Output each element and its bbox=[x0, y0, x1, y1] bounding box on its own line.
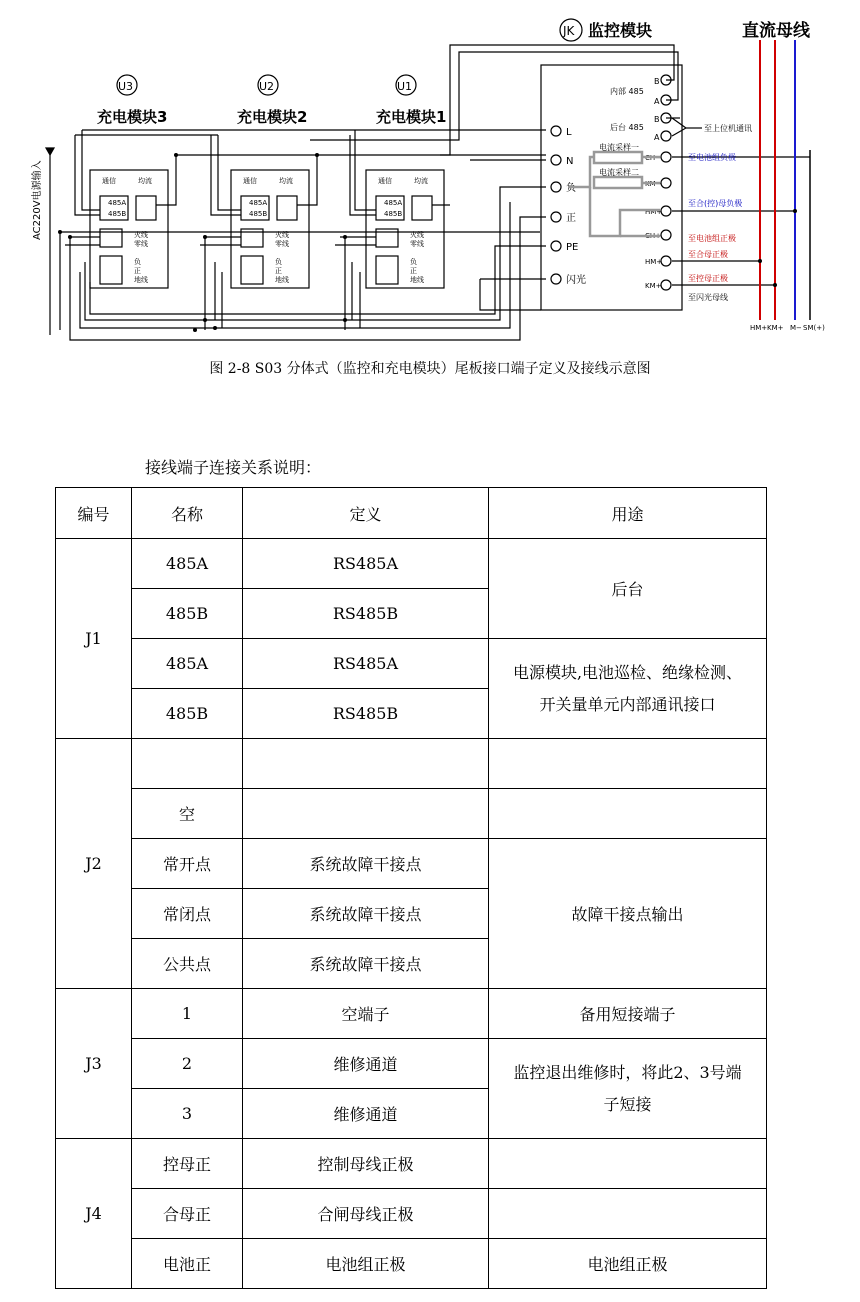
svg-text:KM+: KM+ bbox=[645, 282, 662, 290]
svg-text:地线: 地线 bbox=[275, 276, 289, 284]
svg-text:485A: 485A bbox=[249, 199, 268, 207]
svg-text:负: 负 bbox=[410, 258, 417, 266]
svg-text:U1: U1 bbox=[397, 80, 413, 93]
table-row: 485A RS485A 电源模块,电池巡检、绝缘检测、 开关量单元内部通讯接口 bbox=[56, 639, 767, 689]
upper-computer-label: 至上位机通讯 bbox=[704, 124, 752, 133]
table-row: 485B RS485B bbox=[56, 589, 767, 639]
svg-text:KM−: KM− bbox=[645, 180, 662, 188]
svg-text:通信: 通信 bbox=[378, 177, 392, 185]
svg-text:U3: U3 bbox=[118, 80, 134, 93]
mon-term-neg: 负 bbox=[566, 183, 576, 194]
svg-text:485B: 485B bbox=[384, 210, 403, 218]
svg-text:485A: 485A bbox=[384, 199, 403, 207]
header-name: 名称 bbox=[132, 488, 243, 539]
svg-text:CH+: CH+ bbox=[645, 232, 662, 240]
table-row: 公共点 系统故障干接点 bbox=[56, 939, 767, 989]
svg-text:B: B bbox=[654, 77, 660, 86]
table-row: 2 维修通道 监控退出维修时，将此2、3号端 子短接 bbox=[56, 1039, 767, 1089]
rs485-inner-label: 内部 485 bbox=[610, 87, 644, 96]
charger-module-3 bbox=[90, 75, 168, 288]
header-id: 编号 bbox=[56, 488, 132, 539]
group-id: J3 bbox=[56, 989, 132, 1139]
use-multiline: 监控退出维修时，将此2、3号端 子短接 bbox=[489, 1039, 767, 1139]
svg-text:A: A bbox=[654, 97, 660, 106]
group-id: J2 bbox=[56, 739, 132, 989]
table-row: J4 控母正 控制母线正极 bbox=[56, 1139, 767, 1189]
svg-text:零线: 零线 bbox=[275, 240, 289, 248]
svg-text:A: A bbox=[654, 133, 660, 142]
svg-text:均流: 均流 bbox=[138, 177, 152, 185]
svg-text:HM+: HM+ bbox=[645, 208, 663, 216]
svg-text:B: B bbox=[654, 115, 660, 124]
svg-text:KM+: KM+ bbox=[767, 324, 784, 332]
svg-text:地线: 地线 bbox=[410, 276, 424, 284]
svg-text:HM+: HM+ bbox=[750, 324, 768, 332]
flash-bus-label: 至闪光母线 bbox=[688, 293, 728, 302]
rs485-back-label: 后台 485 bbox=[610, 123, 644, 132]
svg-text:HM+: HM+ bbox=[645, 258, 663, 266]
bus-neg-label: 至合(控)母负极 bbox=[688, 199, 743, 208]
svg-text:火线: 火线 bbox=[410, 231, 424, 239]
svg-text:M−: M− bbox=[790, 324, 802, 332]
svg-text:均流: 均流 bbox=[279, 177, 293, 185]
svg-text:负: 负 bbox=[134, 258, 141, 266]
svg-text:火线: 火线 bbox=[134, 231, 148, 239]
table-row: 合母正 合闸母线正极 bbox=[56, 1189, 767, 1239]
mon-term-pe: PE bbox=[566, 242, 579, 253]
group-id: J4 bbox=[56, 1139, 132, 1289]
table-row: 485B RS485B bbox=[56, 689, 767, 739]
mon-term-n: N bbox=[566, 156, 574, 167]
svg-text:零线: 零线 bbox=[410, 240, 424, 248]
monitor-title: 监控模块 bbox=[588, 21, 653, 40]
svg-text:485B: 485B bbox=[108, 210, 127, 218]
svg-text:地线: 地线 bbox=[134, 276, 148, 284]
svg-text:零线: 零线 bbox=[134, 240, 148, 248]
svg-text:485B: 485B bbox=[249, 210, 268, 218]
figure-caption: 图 2-8 S03 分体式（监控和充电模块）尾板接口端子定义及接线示意图 bbox=[209, 361, 651, 377]
table-row: 空 bbox=[56, 789, 767, 839]
charger-module-2 bbox=[231, 75, 309, 288]
ctrl-bus-pos-label: 至控母正极 bbox=[688, 274, 728, 283]
svg-text:SM(+): SM(+) bbox=[803, 324, 825, 332]
sampler-1-label: 电流采样一 bbox=[599, 143, 639, 152]
terminal-table bbox=[55, 487, 767, 1289]
table-row: 3 维修通道 bbox=[56, 1089, 767, 1139]
svg-text:485A: 485A bbox=[108, 199, 127, 207]
svg-text:正: 正 bbox=[410, 267, 417, 275]
group-id: J1 bbox=[56, 539, 132, 739]
batt-neg-label: 至电池组负极 bbox=[688, 153, 736, 162]
sampler-2-label: 电流采样二 bbox=[599, 168, 639, 177]
mon-term-flash: 闪光 bbox=[566, 275, 586, 286]
charger-module-1 bbox=[366, 75, 446, 288]
dc-bus-title: 直流母线 bbox=[742, 21, 810, 41]
svg-text:负: 负 bbox=[275, 258, 282, 266]
svg-text:通信: 通信 bbox=[243, 177, 257, 185]
table-row: 常开点 系统故障干接点 故障干接点输出 bbox=[56, 839, 767, 889]
svg-text:通信: 通信 bbox=[102, 177, 116, 185]
header-use: 用途 bbox=[489, 488, 767, 539]
table-row: J3 1 空端子 备用短接端子 bbox=[56, 989, 767, 1039]
svg-text:U2: U2 bbox=[259, 80, 275, 93]
section-title: 接线端子连接关系说明： bbox=[145, 458, 322, 477]
table-header-row bbox=[56, 488, 767, 539]
batt-pos-label: 至电池组正极 bbox=[688, 234, 736, 243]
mon-term-l: L bbox=[566, 127, 572, 138]
table-row bbox=[56, 739, 767, 789]
svg-text:充电模块1: 充电模块1 bbox=[376, 108, 447, 126]
svg-text:CH−: CH− bbox=[645, 154, 662, 162]
svg-text:充电模块3: 充电模块3 bbox=[97, 108, 168, 126]
table-row: 常闭点 系统故障干接点 bbox=[56, 889, 767, 939]
use-multiline: 电源模块,电池巡检、绝缘检测、 开关量单元内部通讯接口 bbox=[489, 639, 767, 739]
svg-text:正: 正 bbox=[275, 267, 282, 275]
table-row: J1 485A RS485A 后台 bbox=[56, 539, 767, 589]
svg-text:火线: 火线 bbox=[275, 231, 289, 239]
mon-term-pos: 正 bbox=[566, 213, 576, 224]
table-row: 电池正 电池组正极 电池组正极 bbox=[56, 1239, 767, 1289]
svg-text:充电模块2: 充电模块2 bbox=[237, 108, 308, 126]
ac-input-label: AC220V电源输入 bbox=[32, 160, 43, 240]
svg-text:正: 正 bbox=[134, 267, 141, 275]
monitor-code: JK bbox=[563, 24, 575, 38]
wiring-diagram bbox=[0, 0, 860, 350]
svg-text:均流: 均流 bbox=[414, 177, 428, 185]
close-bus-pos-label: 至合母正极 bbox=[688, 250, 728, 259]
header-definition: 定义 bbox=[243, 488, 489, 539]
